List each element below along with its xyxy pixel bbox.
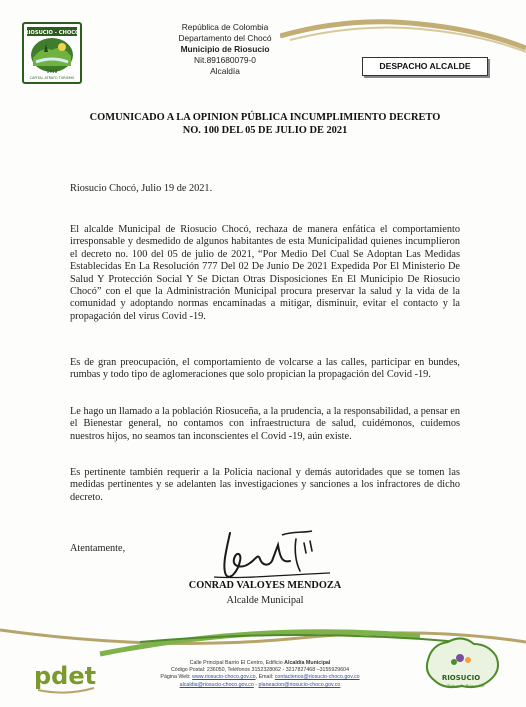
seal-year: 1918 — [46, 69, 58, 74]
header-nit: Nit.891680079-0 — [194, 55, 256, 65]
email-link-alcaldia[interactable]: alcaldia@riosucio-choco.gov.co — [179, 681, 254, 688]
seal-bottom-text: CAPITAL ATRATO TURISMO — [29, 76, 75, 80]
paragraph-3: Le hago un llamado a la población Riosuceña, a la prudencia, a la responsabilidad, a pensar en el Bienestar general, no contamos con infraestructura de salud, cuidémonos, cuidemos nuestros hijos, no seamos tan inconscientes el Covid -19, aún existe. — [70, 406, 460, 442]
header-issuer-block — [150, 22, 300, 77]
svg-text:RIOSUCIO: RIOSUCIO — [441, 674, 481, 682]
paragraph-2: Es de gran preocupación, el comportamiento de volcarse a las calles, participar en bundes, rumbas y todo tipo de aglomeraciones que solo propician la propagación del Covid -19. — [70, 357, 460, 381]
document-title — [60, 111, 470, 137]
footer-emails: alcaldia@riosucio-choco.gov.co - planeacion@riosucio-choco.gov.co — [179, 681, 341, 688]
footer-phones: Código Postal: 236050, Teléfonos 3152328062 - 3217827468 –3155929604 — [170, 667, 350, 674]
municipal-seal-logo — [22, 22, 82, 84]
footer-web-email: Página Web: www.riosucio-choco.gov.co, Email: contactenos@riosucio-choco.gov.co — [160, 674, 360, 681]
closing-salutation: Atentamente, — [70, 543, 126, 554]
header-office: Alcaldía — [210, 66, 240, 76]
email-link-planeacion[interactable]: planeacion@riosucio-choco.gov.co — [258, 681, 341, 688]
despacho-alcalde-badge: DESPACHO ALCALDE — [362, 57, 488, 76]
seal-top-text: RIOSUCIO - CHOCO — [24, 30, 80, 36]
header-country: República de Colombia — [181, 22, 269, 32]
date-line: Riosucio Chocó, Julio 19 de 2021. — [70, 183, 213, 194]
footer-address: Calle Principal Barrio El Centro, Edificio Alcaldía Municipal — [189, 660, 331, 666]
title-line-2: NO. 100 DEL 05 DE JULIO DE 2021 — [182, 125, 348, 136]
website-link[interactable]: www.riosucio-choco.gov.co — [192, 674, 256, 681]
email-link-contactenos[interactable]: contactenos@riosucio-choco.gov.co — [274, 674, 360, 681]
paragraph-4: Es pertinente también requerir a la Policia nacional y demás autoridades que se tomen las medidas pertinentes y se adelanten las investigaciones y sanciones a los infractores de dicho decreto. — [70, 467, 460, 503]
handwritten-signature — [212, 523, 332, 585]
svg-text:pdet: pdet — [34, 662, 97, 690]
signer-role: Alcalde Municipal — [226, 595, 304, 606]
header-swoosh-decoration — [280, 14, 526, 54]
pdet-logo — [32, 650, 98, 696]
signer-name: CONRAD VALOYES MENDOZA — [188, 580, 342, 591]
paragraph-1: El alcalde Municipal de Riosucio Chocó, rechaza de manera enfática el comportamiento irresponsable y desmedido de algunos habitantes de esta Municipalidad quienes incumplieron el decreto no. 100 del 05 de julio de 2021, “Por Medio Del Cual Se Adoptan Las Medidas Establecidas En La Resolución 777 Del 02 De Junio De 2021 Expedida Por El Ministerio De Salud Y Protección Social Y Se Dictan Otras Disposiciones En El Municipio De Riosucio Chocó” con el que la Administración Municipal procura preservar la salud y la vida de la comunidad y adoptando normas encaminadas a mitigar, disminuir, evitar el contacto y la propagación del virus Covid -19. — [70, 224, 460, 322]
riosucio-map-logo — [418, 630, 504, 696]
svg-text:Tejiendo Bienestar: Tejiendo Bienestar — [447, 683, 485, 688]
header-department: Departamento del Chocó — [178, 33, 272, 43]
title-line-1: COMUNICADO A LA OPINION PÚBLICA INCUMPLIMIENTO DECRETO — [89, 112, 441, 123]
header-municipality: Municipio de Riosucio — [180, 44, 270, 54]
footer-contact-block — [120, 660, 400, 689]
